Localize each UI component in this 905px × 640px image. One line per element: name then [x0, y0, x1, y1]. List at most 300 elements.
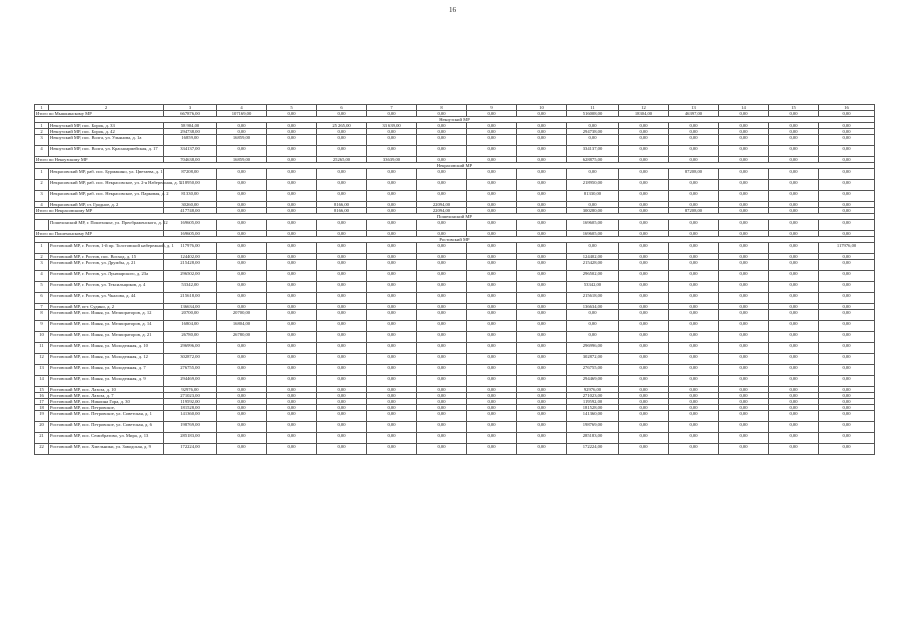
value-cell: 0,00: [669, 271, 719, 282]
value-cell: 0,00: [417, 304, 467, 310]
value-cell: 0,00: [217, 376, 267, 387]
value-cell: 26780,00: [217, 332, 267, 343]
total-value: 0,00: [467, 231, 517, 237]
value-cell: 0,00: [669, 282, 719, 293]
address-cell: Ростовский МР, пгт. Судино, д. 2: [49, 304, 164, 310]
table-row: [35, 135, 875, 146]
total-value: 22094,00: [417, 208, 467, 214]
header-cell: 15: [769, 105, 819, 111]
row-number: 17: [35, 399, 49, 405]
row-number: 16: [35, 393, 49, 399]
value-cell: 0,00: [517, 365, 567, 376]
address-cell: Ростовский МР, пос. Петровское, ул. Советская, д. 1: [49, 411, 164, 422]
value-cell: 0,00: [619, 332, 669, 343]
value-cell: 0,00: [719, 191, 769, 202]
value-cell: 0,00: [517, 343, 567, 354]
value-cell: 0,00: [819, 191, 875, 202]
row-number: 3: [35, 260, 49, 271]
total-value: 0,00: [619, 231, 669, 237]
value-cell: 0,00: [467, 422, 517, 433]
total-value: 300280,00: [567, 208, 619, 214]
value-cell: 0,00: [719, 293, 769, 304]
value-cell: 0,00: [267, 293, 317, 304]
value-cell: 0,00: [719, 310, 769, 321]
value-cell: 0,00: [619, 354, 669, 365]
value-cell: 0,00: [819, 180, 875, 191]
value-cell: 0,00: [367, 243, 417, 254]
value-cell: 0,00: [769, 243, 819, 254]
value-cell: 0,00: [719, 399, 769, 405]
value-cell: 0,00: [619, 123, 669, 129]
value-cell: 276755,00: [164, 365, 217, 376]
value-cell: 0,00: [517, 271, 567, 282]
row-number: 8: [35, 310, 49, 321]
value-cell: 0,00: [719, 271, 769, 282]
value-cell: 0,00: [619, 399, 669, 405]
value-cell: 0,00: [467, 310, 517, 321]
address-cell: Ростовский МР, г. Ростов, ул. Луначарского, д. 23а: [49, 271, 164, 282]
value-cell: 0,00: [517, 376, 567, 387]
value-cell: 0,00: [217, 399, 267, 405]
value-cell: 0,00: [367, 444, 417, 455]
value-cell: 0,00: [619, 220, 669, 231]
row-number: 14: [35, 376, 49, 387]
address-cell: Ростовский МР, пос. Петровское, ул. Советская, д. 6: [49, 422, 164, 433]
total-value: 0,00: [517, 111, 567, 117]
value-cell: 0,00: [417, 243, 467, 254]
value-cell: 0,00: [719, 376, 769, 387]
address-cell: Ростовский МР, г. Ростов, ул. Тексильщиков, д. 4: [49, 282, 164, 293]
total-value: 25265,00: [317, 157, 367, 163]
value-cell: 215428,00: [567, 260, 619, 271]
value-cell: 0,00: [367, 180, 417, 191]
value-cell: 294469,00: [164, 376, 217, 387]
row-number: 18: [35, 405, 49, 411]
value-cell: 0,00: [467, 444, 517, 455]
value-cell: 26780,00: [164, 332, 217, 343]
value-cell: 0,00: [217, 254, 267, 260]
value-cell: 0,00: [769, 387, 819, 393]
value-cell: 0,00: [769, 254, 819, 260]
value-cell: 0,00: [517, 293, 567, 304]
value-cell: 0,00: [467, 202, 517, 208]
value-cell: 0,00: [619, 180, 669, 191]
value-cell: 0,00: [669, 254, 719, 260]
value-cell: 0,00: [769, 220, 819, 231]
value-cell: 0,00: [719, 422, 769, 433]
value-cell: 0,00: [267, 169, 317, 180]
value-cell: 0,00: [819, 444, 875, 455]
value-cell: 0,00: [769, 321, 819, 332]
value-cell: 0,00: [217, 260, 267, 271]
value-cell: 0,00: [417, 354, 467, 365]
value-cell: 0,00: [819, 411, 875, 422]
value-cell: 0,00: [317, 169, 367, 180]
value-cell: 0,00: [669, 304, 719, 310]
total-value: 87208,00: [669, 208, 719, 214]
address-cell: Ростовский МР, пос. Ишня, ул. Мелиораторов, д. 12: [49, 310, 164, 321]
value-cell: 0,00: [467, 321, 517, 332]
value-cell: 0,00: [769, 180, 819, 191]
address-cell: Некрасовский МР, раб. пос. Некрасовское, ул. 2-я Набережная, д. 5: [49, 180, 164, 191]
value-cell: 0,00: [619, 129, 669, 135]
value-cell: 0,00: [367, 169, 417, 180]
value-cell: 0,00: [517, 422, 567, 433]
value-cell: 0,00: [467, 376, 517, 387]
value-cell: 0,00: [467, 405, 517, 411]
value-cell: 0,00: [769, 376, 819, 387]
value-cell: 0,00: [669, 135, 719, 146]
value-cell: 0,00: [517, 304, 567, 310]
value-cell: 0,00: [819, 433, 875, 444]
row-number: 1: [35, 169, 49, 180]
value-cell: 334137,00: [567, 146, 619, 157]
value-cell: 0,00: [819, 135, 875, 146]
value-cell: 0,00: [819, 354, 875, 365]
value-cell: 0,00: [217, 146, 267, 157]
value-cell: 0,00: [669, 260, 719, 271]
value-cell: 124402,00: [567, 254, 619, 260]
value-cell: 0,00: [217, 411, 267, 422]
value-cell: 0,00: [367, 220, 417, 231]
value-cell: 119592,00: [164, 399, 217, 405]
value-cell: 0,00: [417, 282, 467, 293]
section-title: Некрасовский МР: [35, 163, 875, 169]
value-cell: 0,00: [719, 180, 769, 191]
value-cell: 16859,00: [164, 135, 217, 146]
total-value: 0,00: [819, 111, 875, 117]
value-cell: 0,00: [769, 422, 819, 433]
row-number: 1: [35, 243, 49, 254]
table-row: [35, 260, 875, 271]
value-cell: 0,00: [769, 129, 819, 135]
total-value: 0,00: [769, 208, 819, 214]
value-cell: 0,00: [417, 399, 467, 405]
value-cell: 0,00: [317, 354, 367, 365]
value-cell: 0,00: [517, 135, 567, 146]
value-cell: 198769,00: [567, 422, 619, 433]
value-cell: 0,00: [669, 191, 719, 202]
address-cell: Некоузский МР, пос. Волга, ул. Красноармейская, д. 17: [49, 146, 164, 157]
value-cell: 0,00: [467, 243, 517, 254]
total-value: 516008,00: [567, 111, 619, 117]
value-cell: 0,00: [619, 393, 669, 399]
value-cell: 0,00: [517, 399, 567, 405]
table-row: [35, 376, 875, 387]
total-value: 169605,00: [567, 231, 619, 237]
value-cell: 0,00: [769, 310, 819, 321]
value-cell: 0,00: [819, 129, 875, 135]
total-value: 0,00: [367, 111, 417, 117]
value-cell: 0,00: [769, 411, 819, 422]
value-cell: 0,00: [567, 135, 619, 146]
total-value: 0,00: [769, 231, 819, 237]
value-cell: 0,00: [619, 146, 669, 157]
value-cell: 0,00: [769, 135, 819, 146]
table-row: [35, 422, 875, 433]
value-cell: 20700,00: [217, 310, 267, 321]
value-cell: 0,00: [367, 321, 417, 332]
value-cell: 0,00: [517, 169, 567, 180]
value-cell: 0,00: [467, 399, 517, 405]
table-row: [35, 271, 875, 282]
table-row: [35, 169, 875, 180]
value-cell: 0,00: [467, 282, 517, 293]
value-cell: 0,00: [619, 254, 669, 260]
value-cell: 0,00: [317, 422, 367, 433]
value-cell: 0,00: [819, 399, 875, 405]
value-cell: 0,00: [317, 332, 367, 343]
value-cell: 0,00: [819, 343, 875, 354]
total-value: 0,00: [719, 111, 769, 117]
value-cell: 92976,00: [164, 387, 217, 393]
value-cell: 0,00: [769, 304, 819, 310]
value-cell: 0,00: [669, 399, 719, 405]
value-cell: 0,00: [467, 260, 517, 271]
value-cell: 0,00: [669, 343, 719, 354]
value-cell: 0,00: [417, 123, 467, 129]
address-cell: Ростовский МР, пос. Ишня, ул. Молодежная, д. 7: [49, 365, 164, 376]
row-number: 1: [35, 123, 49, 129]
value-cell: 0,00: [567, 243, 619, 254]
value-cell: 0,00: [267, 254, 317, 260]
total-value: 667876,00: [164, 111, 217, 117]
value-cell: 0,00: [367, 304, 417, 310]
header-cell: 13: [669, 105, 719, 111]
value-cell: 296502,00: [164, 271, 217, 282]
table-row: [35, 282, 875, 293]
value-cell: 87208,00: [164, 169, 217, 180]
value-cell: 0,00: [819, 271, 875, 282]
value-cell: 0,00: [769, 393, 819, 399]
value-cell: 0,00: [217, 271, 267, 282]
value-cell: 334137,00: [164, 146, 217, 157]
row-number: 21: [35, 433, 49, 444]
total-value: 169605,00: [164, 231, 217, 237]
value-cell: 302872,00: [567, 354, 619, 365]
value-cell: 20700,00: [164, 310, 217, 321]
value-cell: 0,00: [367, 387, 417, 393]
value-cell: 0,00: [467, 271, 517, 282]
value-cell: 0,00: [417, 310, 467, 321]
value-cell: 0,00: [517, 282, 567, 293]
value-cell: 0,00: [417, 260, 467, 271]
address-cell: Ростовский МР, г. Ростов, пос. Восход, д. 15: [49, 254, 164, 260]
total-value: 0,00: [719, 231, 769, 237]
value-cell: 0,00: [367, 393, 417, 399]
total-value: 0,00: [517, 208, 567, 214]
value-cell: 0,00: [367, 433, 417, 444]
value-cell: 0,00: [517, 332, 567, 343]
total-value: 0,00: [769, 111, 819, 117]
value-cell: 0,00: [769, 123, 819, 129]
value-cell: 0,00: [217, 365, 267, 376]
value-cell: 0,00: [567, 310, 619, 321]
value-cell: 0,00: [267, 411, 317, 422]
value-cell: 0,00: [467, 343, 517, 354]
value-cell: 0,00: [819, 332, 875, 343]
value-cell: 271023,00: [567, 393, 619, 399]
value-cell: 16804,00: [164, 321, 217, 332]
value-cell: 0,00: [417, 254, 467, 260]
value-cell: 0,00: [769, 444, 819, 455]
value-cell: 0,00: [467, 304, 517, 310]
value-cell: 0,00: [517, 393, 567, 399]
value-cell: 0,00: [669, 405, 719, 411]
value-cell: 0,00: [317, 387, 367, 393]
total-value: 0,00: [417, 231, 467, 237]
address-cell: Ростовский МР, пос. Ишня, ул. Мелиораторов, д. 14: [49, 321, 164, 332]
total-value: 704638,00: [164, 157, 217, 163]
value-cell: 0,00: [267, 444, 317, 455]
value-cell: 0,00: [819, 422, 875, 433]
value-cell: 0,00: [417, 411, 467, 422]
total-value: 0,00: [467, 157, 517, 163]
value-cell: 0,00: [619, 343, 669, 354]
value-cell: 0,00: [467, 169, 517, 180]
value-cell: 0,00: [317, 293, 367, 304]
value-cell: 0,00: [619, 260, 669, 271]
value-cell: 30260,00: [164, 202, 217, 208]
total-value: 33639,00: [367, 157, 417, 163]
value-cell: 0,00: [719, 365, 769, 376]
value-cell: 0,00: [769, 343, 819, 354]
value-cell: 0,00: [517, 254, 567, 260]
value-cell: 0,00: [517, 220, 567, 231]
value-cell: 169605,00: [164, 220, 217, 231]
value-cell: 0,00: [267, 393, 317, 399]
value-cell: 0,00: [669, 387, 719, 393]
header-cell: 2: [49, 105, 164, 111]
value-cell: 0,00: [217, 304, 267, 310]
value-cell: 0,00: [267, 191, 317, 202]
value-cell: 0,00: [417, 376, 467, 387]
total-value: 0,00: [217, 231, 267, 237]
value-cell: 0,00: [467, 387, 517, 393]
value-cell: 92976,00: [567, 387, 619, 393]
value-cell: 0,00: [719, 343, 769, 354]
value-cell: 0,00: [567, 321, 619, 332]
value-cell: 0,00: [819, 321, 875, 332]
value-cell: 0,00: [769, 282, 819, 293]
value-cell: 181528,00: [567, 405, 619, 411]
value-cell: 0,00: [517, 123, 567, 129]
value-cell: 0,00: [467, 135, 517, 146]
budget-table: [34, 104, 875, 455]
row-number: 10: [35, 332, 49, 343]
value-cell: 0,00: [317, 433, 367, 444]
value-cell: 0,00: [719, 254, 769, 260]
value-cell: 0,00: [467, 220, 517, 231]
value-cell: 0,00: [517, 433, 567, 444]
value-cell: 0,00: [367, 202, 417, 208]
value-cell: 81330,00: [164, 191, 217, 202]
total-value: 0,00: [719, 157, 769, 163]
header-cell: 7: [367, 105, 417, 111]
value-cell: 0,00: [367, 293, 417, 304]
total-value: 0,00: [267, 208, 317, 214]
value-cell: 0,00: [669, 422, 719, 433]
value-cell: 0,00: [267, 220, 317, 231]
value-cell: 0,00: [819, 169, 875, 180]
value-cell: 0,00: [317, 191, 367, 202]
address-cell: Ростовский МР, пос. Лазоза, д. 7: [49, 393, 164, 399]
value-cell: 0,00: [217, 293, 267, 304]
total-value: 46397,00: [669, 111, 719, 117]
value-cell: 0,00: [217, 282, 267, 293]
value-cell: 0,00: [267, 180, 317, 191]
row-number: 12: [35, 354, 49, 365]
value-cell: 0,00: [217, 433, 267, 444]
value-cell: 215618,00: [164, 293, 217, 304]
value-cell: 0,00: [517, 260, 567, 271]
value-cell: 0,00: [669, 376, 719, 387]
value-cell: 0,00: [619, 135, 669, 146]
value-cell: 0,00: [367, 365, 417, 376]
value-cell: 0,00: [317, 376, 367, 387]
value-cell: 0,00: [217, 354, 267, 365]
value-cell: 0,00: [467, 332, 517, 343]
address-cell: Пошехонский МР, г. Пошехонье, ул. Преображенского, д. 12: [49, 220, 164, 231]
value-cell: 0,00: [819, 202, 875, 208]
table-row: [35, 180, 875, 191]
value-cell: 0,00: [769, 405, 819, 411]
value-cell: 0,00: [367, 332, 417, 343]
value-cell: 16804,00: [217, 321, 267, 332]
value-cell: 0,00: [417, 393, 467, 399]
value-cell: 117976,00: [819, 243, 875, 254]
value-cell: 0,00: [719, 123, 769, 129]
value-cell: 0,00: [417, 365, 467, 376]
row-number: 2: [35, 129, 49, 135]
value-cell: 0,00: [819, 260, 875, 271]
total-value: 0,00: [317, 111, 367, 117]
value-cell: 0,00: [517, 354, 567, 365]
value-cell: 0,00: [769, 399, 819, 405]
value-cell: 0,00: [267, 354, 317, 365]
table-row: [35, 293, 875, 304]
value-cell: 0,00: [467, 411, 517, 422]
value-cell: 0,00: [719, 260, 769, 271]
value-cell: 0,00: [417, 135, 467, 146]
value-cell: 53342,00: [567, 282, 619, 293]
value-cell: 0,00: [619, 365, 669, 376]
value-cell: 0,00: [417, 321, 467, 332]
value-cell: 0,00: [417, 169, 467, 180]
value-cell: 87208,00: [669, 169, 719, 180]
table-body: [35, 105, 875, 455]
value-cell: 119592,00: [567, 399, 619, 405]
value-cell: 0,00: [317, 220, 367, 231]
value-cell: 0,00: [769, 293, 819, 304]
value-cell: 0,00: [367, 343, 417, 354]
value-cell: 0,00: [467, 191, 517, 202]
value-cell: 0,00: [719, 354, 769, 365]
value-cell: 0,00: [367, 135, 417, 146]
table-row: [35, 343, 875, 354]
value-cell: 218950,00: [567, 180, 619, 191]
table-row: [35, 146, 875, 157]
value-cell: 0,00: [367, 146, 417, 157]
total-value: 0,00: [217, 208, 267, 214]
value-cell: 0,00: [417, 220, 467, 231]
table-row: [35, 243, 875, 254]
value-cell: 136634,00: [567, 304, 619, 310]
table-row: [35, 411, 875, 422]
value-cell: 0,00: [217, 169, 267, 180]
value-cell: 0,00: [367, 310, 417, 321]
total-value: 0,00: [417, 111, 467, 117]
